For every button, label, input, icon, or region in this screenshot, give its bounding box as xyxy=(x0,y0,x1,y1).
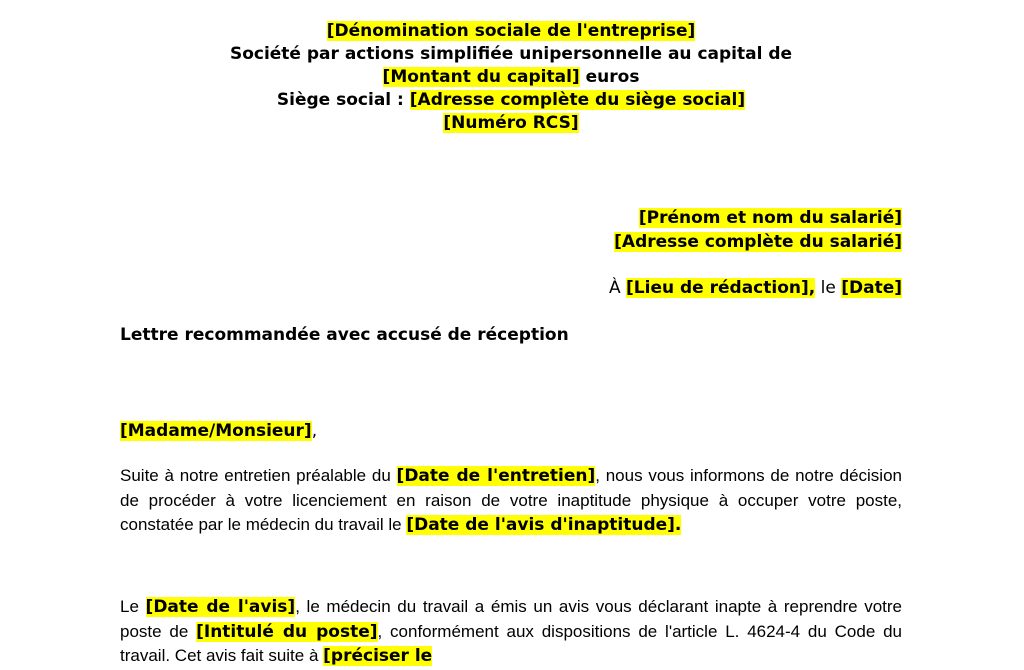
recipient-address-field: [Adresse complète du salarié] xyxy=(614,232,902,252)
rcs-field: [Numéro RCS] xyxy=(443,113,579,133)
paragraph2-text-1: Le xyxy=(120,597,146,616)
dateline-middle: le xyxy=(815,278,842,298)
place-date-line xyxy=(120,276,902,300)
seat-line xyxy=(120,89,902,112)
paragraph-medical-opinion xyxy=(120,595,902,669)
paragraph-dismissal-notice xyxy=(120,464,902,538)
recipient-name-field: [Prénom et nom du salarié] xyxy=(638,208,902,228)
company-name-field: [Dénomination sociale de l'entreprise] xyxy=(326,21,696,41)
registered-mail-notice: Lettre recommandée avec accusé de réception xyxy=(120,325,569,345)
recipient-address-line xyxy=(120,230,902,254)
seat-address-field: [Adresse complète du siège social] xyxy=(409,90,746,110)
job-title-field: [Intitulé du poste] xyxy=(196,621,378,642)
date-field: [Date] xyxy=(841,278,902,298)
salutation-title-field: [Madame/Monsieur] xyxy=(120,421,312,441)
recipient-block xyxy=(120,206,902,254)
recipient-name-line xyxy=(120,206,902,230)
notice-date-field: [Date de l'avis] xyxy=(145,597,296,617)
capital-amount-field: [Montant du capital] xyxy=(382,67,580,87)
dateline-prefix: À xyxy=(608,278,627,298)
salutation-punct: , xyxy=(311,421,318,441)
company-header xyxy=(120,20,902,135)
specify-field: [préciser le xyxy=(323,646,433,666)
unfitness-notice-date-field: [Date de l'avis d'inaptitude]. xyxy=(406,515,682,535)
seat-label: Siège social : xyxy=(276,90,410,110)
interview-date-field: [Date de l'entretien] xyxy=(396,466,596,486)
salutation xyxy=(120,419,317,443)
capital-line xyxy=(120,66,902,89)
place-field: [Lieu de rédaction], xyxy=(626,278,816,298)
paragraph2-text-3: , conformément aux dispositions de l'article L. 4624-4 du Code du travail. Cet avis fait suite à xyxy=(120,621,902,665)
company-name-line xyxy=(120,20,902,43)
paragraph1-text-2: , nous vous informons de notre décision de procéder à votre licenciement en raison de votre inaptitude physique à occuper votre poste, constatée par le médecin du travail le xyxy=(120,466,902,534)
rcs-line xyxy=(120,112,902,135)
legal-form-line: Société par actions simplifiée unipersonnelle au capital de xyxy=(229,44,793,64)
capital-unit: euros xyxy=(579,67,640,87)
paragraph1-text-1: Suite à notre entretien préalable du xyxy=(120,466,397,485)
paragraph2-text-2: , le médecin du travail a émis un avis vous déclarant inapte à reprendre votre poste de xyxy=(120,597,903,641)
